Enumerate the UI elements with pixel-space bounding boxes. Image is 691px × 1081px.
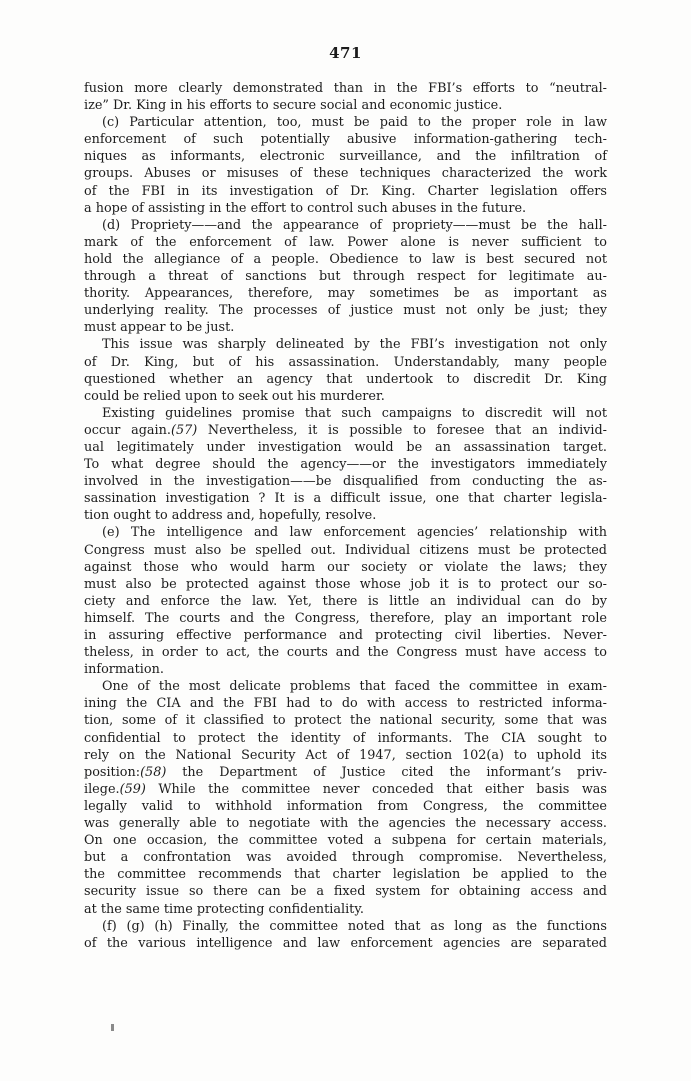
text-line: must also be protected against those whose job it is to protect our so- <box>84 576 607 592</box>
text-line: groups. Abuses or misuses of these techniques characterized the work <box>84 166 607 182</box>
text-line: involved in the investigation——be disqualified from conducting the as- <box>84 474 607 490</box>
text-line: ilege.(59) While the committee never conceded that either basis was <box>84 781 607 797</box>
text-line: ining the CIA and the FBI had to do with access to restricted informa- <box>84 696 607 712</box>
text-line: hold the allegiance of a people. Obedience to law is best secured not <box>84 251 607 267</box>
text-line: legally valid to withhold information from Congress, the committee <box>84 798 607 814</box>
text-line: the committee recommends that charter legislation be applied to the <box>84 867 607 883</box>
text-line: theless, in order to act, the courts and the Congress must have access to <box>84 645 607 661</box>
text-line: (f) (g) (h) Finally, the committee noted that as long as the functions <box>102 918 607 934</box>
text-line: must appear to be just. <box>84 320 235 336</box>
text-line: enforcement of such potentially abusive information-gathering tech- <box>84 132 607 148</box>
text-line: Existing guidelines promise that such campaigns to discredit will not <box>102 405 607 421</box>
body-text <box>84 80 607 952</box>
text-line: tion, some of it classified to protect the national security, some that was <box>84 713 607 729</box>
text-line: (c) Particular attention, too, must be paid to the proper role in law <box>102 115 607 131</box>
text-line: was generally able to negotiate with the agencies the necessary access. <box>84 816 607 832</box>
text-line: (e) The intelligence and law enforcement agencies’ relationship with <box>102 525 607 541</box>
text-line: of the various intelligence and law enforcement agencies are separated <box>84 935 607 951</box>
text-line: Congress must also be spelled out. Individual citizens must be protected <box>84 542 607 558</box>
text-line: at the same time protecting confidentiality. <box>84 901 364 917</box>
page-number: 471 <box>329 44 362 62</box>
text-line: against those who would harm our society or violate the laws; they <box>84 559 607 575</box>
text-line: mark of the enforcement of law. Power alone is never sufficient to <box>84 234 607 250</box>
text-line: questioned whether an agency that undertook to discredit Dr. King <box>84 371 607 387</box>
text-line: niques as informants, electronic surveillance, and the infiltration of <box>84 149 607 165</box>
text-line: fusion more clearly demonstrated than in the FBI’s efforts to “neutral- <box>84 81 607 96</box>
text-line: in assuring effective performance and protecting civil liberties. Never- <box>84 628 607 643</box>
text-line: occur again.(57) Nevertheless, it is possible to foresee that an individ- <box>84 422 607 438</box>
text-line: On one occasion, the committee voted a subpena for certain materials, <box>84 833 607 849</box>
text-line: security issue so there can be a fixed system for obtaining access and <box>84 884 607 900</box>
text-line: position:(58) the Department of Justice cited the informant’s priv- <box>84 764 607 780</box>
text-line: could be relied upon to seek out his murderer. <box>84 388 385 404</box>
text-line: tion ought to address and, hopefully, resolve. <box>84 508 377 524</box>
text-line: ciety and enforce the law. Yet, there is little an individual can do by <box>84 593 607 609</box>
text-line: of the FBI in its investigation of Dr. King. Charter legislation offers <box>84 183 607 199</box>
text-line: ize” Dr. King in his efforts to secure social and economic justice. <box>84 98 503 114</box>
text-line: himself. The courts and the Congress, therefore, play an important role <box>84 610 607 626</box>
text-line: sassination investigation ? It is a difficult issue, one that charter legisla- <box>84 491 607 507</box>
text-line: thority. Appearances, therefore, may sometimes be as important as <box>84 286 607 302</box>
text-line: of Dr. King, but of his assassination. Understandably, many people <box>84 354 607 370</box>
text-line: To what degree should the agency——or the investigators immediately <box>84 457 607 473</box>
text-line: confidential to protect the identity of informants. The CIA sought to <box>84 730 607 746</box>
text-line: through a threat of sanctions but through respect for legitimate au- <box>84 269 607 285</box>
text-line: (d) Propriety——and the appearance of propriety——must be the hall- <box>102 217 607 233</box>
text-line: ual legitimately under investigation would be an assassination target. <box>84 439 607 455</box>
text-line: a hope of assisting in the effort to control such abuses in the future. <box>84 200 527 216</box>
text-line: underlying reality. The processes of justice must not only be just; they <box>84 303 607 319</box>
text-line: rely on the National Security Act of 1947, section 102(a) to uphold its <box>84 747 607 763</box>
text-line: This issue was sharply delineated by the FBI’s investigation not only <box>102 337 607 353</box>
scan-artifact-mark <box>111 1024 114 1031</box>
text-line: but a confrontation was avoided through compromise. Nevertheless, <box>84 850 607 866</box>
text-line: information. <box>84 662 164 678</box>
text-line: One of the most delicate problems that faced the committee in exam- <box>102 679 607 695</box>
